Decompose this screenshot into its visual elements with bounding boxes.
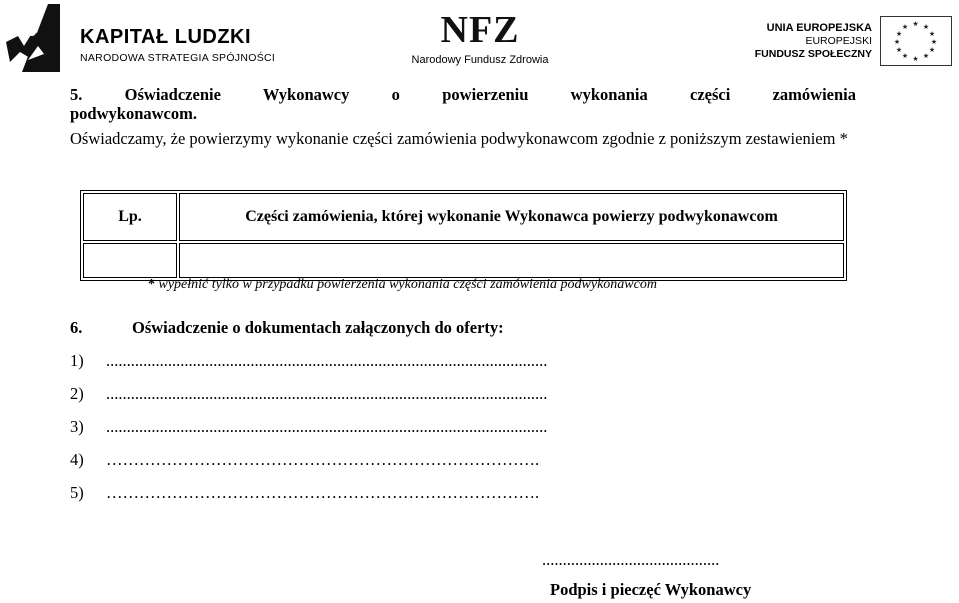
- list-item-field[interactable]: …………………………………………………………………….: [106, 450, 540, 469]
- list-item-number: 1): [70, 351, 84, 370]
- section6-number: 6.: [70, 318, 83, 337]
- section6-title: Oświadczenie o dokumentach załączonych do oferty:: [132, 318, 504, 337]
- table-header-lp: Lp.: [83, 193, 177, 241]
- signature-label: Podpis i pieczęć Wykonawcy: [550, 580, 752, 599]
- nfz-logo: [400, 10, 560, 72]
- kapital-ludzki-logo: [4, 2, 276, 74]
- list-item: [70, 351, 547, 371]
- list-item: [70, 417, 547, 437]
- list-item-field[interactable]: ...........................................................................................................: [106, 417, 548, 436]
- eu-flag-icon: [880, 16, 952, 66]
- svg-text:★: ★: [893, 38, 901, 46]
- list-item-number: 5): [70, 483, 84, 502]
- svg-text:★: ★: [922, 52, 930, 60]
- list-item-field[interactable]: …………………………………………………………………….: [106, 483, 540, 502]
- table-header-row: [83, 193, 844, 241]
- section5-heading-cont: podwykonawcom.: [70, 104, 197, 123]
- section5-paragraph: Oświadczamy, że powierzymy wykonanie części zamówienia podwykonawcom zgodnie z poniższym zestawieniem *: [70, 129, 848, 148]
- svg-text:★: ★: [895, 30, 903, 38]
- kapital-ludzki-subtitle: NARODOWA STRATEGIA SPÓJNOŚCI: [80, 52, 276, 64]
- table-cell-lp[interactable]: [83, 243, 177, 278]
- list-item: [70, 384, 547, 404]
- svg-text:★: ★: [912, 20, 919, 28]
- subcontractor-table: [80, 190, 847, 281]
- ue-logo: [754, 14, 956, 70]
- svg-text:★: ★: [901, 23, 909, 31]
- nfz-subtitle: Narodowy Fundusz Zdrowia: [411, 54, 549, 66]
- svg-text:★: ★: [930, 38, 938, 46]
- table-row: [83, 243, 844, 278]
- nfz-mark: NFZ: [440, 9, 520, 51]
- list-item-number: 3): [70, 417, 84, 436]
- kapital-ludzki-emblem-icon: [4, 2, 64, 74]
- svg-text:★: ★: [922, 23, 930, 31]
- table-cell-parts[interactable]: [179, 243, 844, 278]
- table-header-parts: Części zamówienia, której wykonanie Wykonawca powierzy podwykonawcom: [179, 193, 844, 241]
- ue-line3: FUNDUSZ SPOŁECZNY: [754, 48, 872, 60]
- ue-line2: EUROPEJSKI: [805, 35, 872, 47]
- ue-text: [755, 22, 872, 61]
- ue-line1: UNIA EUROPEJSKA: [766, 22, 872, 34]
- list-item-number: 2): [70, 384, 84, 403]
- footnote-text: wypełnić tylko w przypadku powierzenia wykonania części zamówienia podwykonawcom: [158, 277, 657, 292]
- svg-text:★: ★: [901, 52, 909, 60]
- kapital-ludzki-title: KAPITAŁ LUDZKI: [80, 26, 252, 48]
- list-item-number: 4): [70, 450, 84, 469]
- section6-heading: [70, 318, 504, 338]
- list-item: [70, 450, 539, 470]
- list-item: [70, 483, 539, 503]
- svg-text:★: ★: [912, 55, 919, 63]
- signature-line[interactable]: ...........................................: [542, 550, 720, 569]
- footnote-star: *: [148, 277, 155, 292]
- list-item-field[interactable]: ...........................................................................................................: [106, 351, 548, 370]
- footnote: [148, 277, 657, 293]
- section5-heading: 5. Oświadczenie Wykonawcy o powierzeniu wykonania części zamówienia: [70, 85, 856, 104]
- svg-text:★: ★: [928, 46, 936, 54]
- list-item-field[interactable]: ...........................................................................................................: [106, 384, 548, 403]
- svg-text:★: ★: [895, 46, 903, 54]
- svg-text:★: ★: [928, 30, 936, 38]
